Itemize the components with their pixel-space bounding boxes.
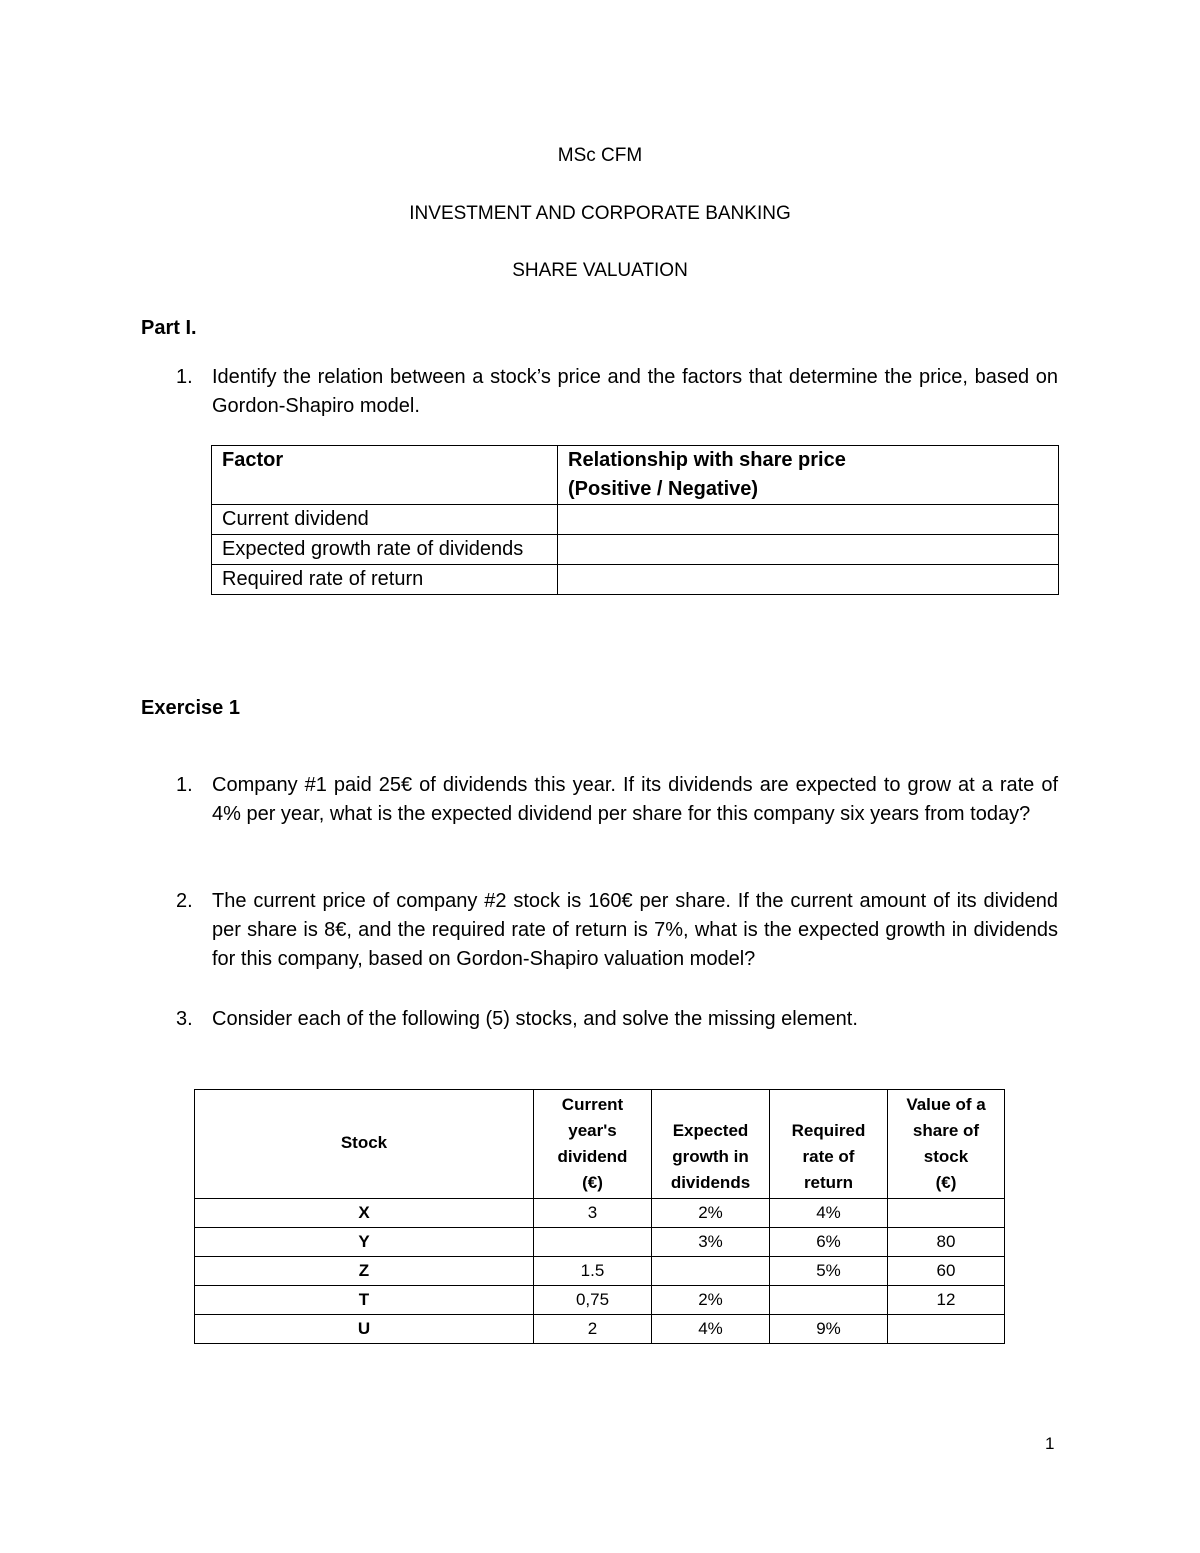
- part1-question-number: 1.: [176, 366, 193, 388]
- table-row: [212, 535, 1059, 565]
- growth-cell: 2%: [652, 1199, 770, 1228]
- header-required-line3: return: [803, 1173, 854, 1192]
- relationship-cell[interactable]: [558, 565, 1059, 595]
- header-value-line3: stock: [923, 1147, 969, 1166]
- doc-course-title: INVESTMENT AND CORPORATE BANKING: [409, 203, 791, 224]
- exercise1-q1-number: 1.: [176, 774, 193, 796]
- table-header-row: [195, 1090, 1005, 1199]
- table-row: [195, 1315, 1005, 1344]
- relationship-cell[interactable]: [558, 535, 1059, 565]
- table-row: [195, 1199, 1005, 1228]
- relationship-cell[interactable]: [558, 505, 1059, 535]
- value-cell: 12: [888, 1286, 1005, 1315]
- growth-cell: 3%: [652, 1228, 770, 1257]
- stock-cell: T: [195, 1286, 534, 1315]
- header-required: [770, 1090, 888, 1199]
- header-dividend-line3: dividend: [557, 1147, 628, 1166]
- header-dividend: [534, 1090, 652, 1199]
- part1-question-text: Identify the relation between a stock’s price and the factors that determine the price, based on Gordon-Shapiro model.: [212, 366, 1058, 417]
- stock-cell: Z: [195, 1257, 534, 1286]
- value-cell: 80: [888, 1228, 1005, 1257]
- exercise1-heading: Exercise 1: [141, 697, 240, 719]
- value-cell: 60: [888, 1257, 1005, 1286]
- header-value: [888, 1090, 1005, 1199]
- stock-cell: X: [195, 1199, 534, 1228]
- header-relationship-line2: (Positive / Negative): [568, 478, 759, 500]
- header-value-line1: Value of a: [906, 1095, 986, 1114]
- table-row: [195, 1257, 1005, 1286]
- factor-cell: Required rate of return: [212, 565, 558, 595]
- value-cell: [888, 1315, 1005, 1344]
- header-dividend-line1: Current: [561, 1095, 624, 1114]
- factor-cell: Expected growth rate of dividends: [212, 535, 558, 565]
- header-required-line2: rate of: [802, 1147, 855, 1166]
- stock-cell: Y: [195, 1228, 534, 1257]
- dividend-cell: 0,75: [534, 1286, 652, 1315]
- required-cell: 5%: [770, 1257, 888, 1286]
- exercise1-q1-text: Company #1 paid 25€ of dividends this year. If its dividends are expected to grow at a rate of 4% per year, what is the expected dividend per share for this company six years from today?: [212, 774, 1058, 825]
- dividend-cell: 1.5: [534, 1257, 652, 1286]
- required-cell: 9%: [770, 1315, 888, 1344]
- doc-topic-title: SHARE VALUATION: [512, 260, 688, 281]
- dividend-cell: [534, 1228, 652, 1257]
- stocks-table: [194, 1089, 1005, 1344]
- header-factor: Factor: [212, 446, 558, 505]
- factor-cell: Current dividend: [212, 505, 558, 535]
- exercise1-q3-number: 3.: [176, 1008, 193, 1030]
- header-value-line2: share of: [912, 1121, 980, 1140]
- header-growth: [652, 1090, 770, 1199]
- growth-cell: 4%: [652, 1315, 770, 1344]
- header-value-line4: (€): [935, 1173, 957, 1192]
- table-row: [195, 1228, 1005, 1257]
- header-relationship: [558, 446, 1059, 505]
- exercise1-q2-number: 2.: [176, 890, 193, 912]
- exercise1-q3-text: Consider each of the following (5) stocks, and solve the missing element.: [212, 1008, 858, 1030]
- page-number: 1: [1045, 1434, 1055, 1453]
- dividend-cell: 3: [534, 1199, 652, 1228]
- table-row: [195, 1286, 1005, 1315]
- dividend-cell: 2: [534, 1315, 652, 1344]
- growth-cell: 2%: [652, 1286, 770, 1315]
- growth-cell: [652, 1257, 770, 1286]
- doc-program-title: MSc CFM: [557, 145, 643, 166]
- stock-cell: U: [195, 1315, 534, 1344]
- header-growth-line1: Expected: [672, 1121, 749, 1140]
- header-required-line1: Required: [791, 1121, 866, 1140]
- required-cell: 6%: [770, 1228, 888, 1257]
- exercise1-q2-text: The current price of company #2 stock is 160€ per share. If the current amount of its dividend per share is 8€, and the required rate of return is 7%, what is the expected growth in dividends for this company, based on Gordon-Shapiro valuation model?: [212, 890, 1058, 970]
- header-growth-line3: dividends: [670, 1173, 751, 1192]
- table-row: [212, 505, 1059, 535]
- required-cell: [770, 1286, 888, 1315]
- table-row: [212, 565, 1059, 595]
- header-growth-line2: growth in: [672, 1147, 749, 1166]
- table-header-row: [212, 446, 1059, 505]
- part1-heading: Part I.: [141, 317, 197, 339]
- header-dividend-line2: year's: [568, 1121, 617, 1140]
- header-stock: Stock: [195, 1090, 534, 1199]
- header-relationship-line1: Relationship with share price: [568, 449, 846, 471]
- value-cell: [888, 1199, 1005, 1228]
- header-dividend-line4: (€): [582, 1173, 603, 1192]
- factor-relationship-table: [211, 445, 1059, 595]
- required-cell: 4%: [770, 1199, 888, 1228]
